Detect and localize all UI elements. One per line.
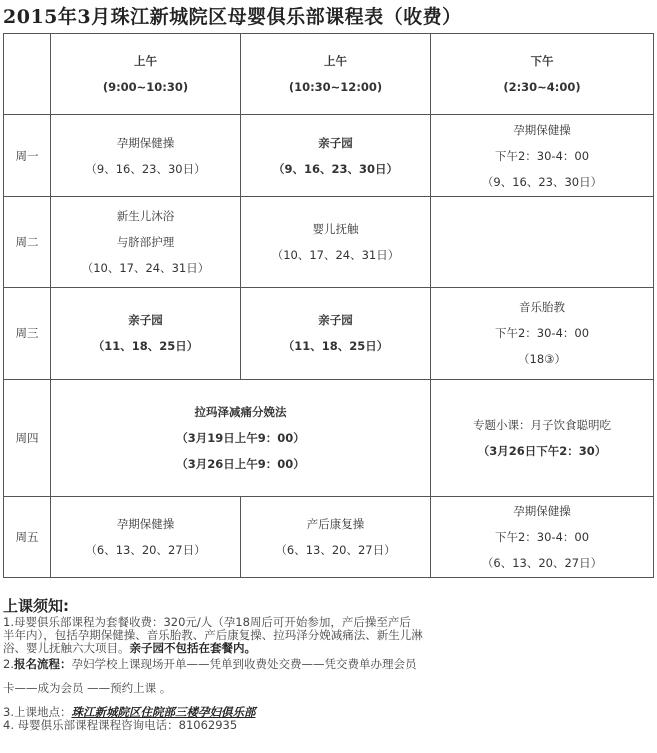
corner-cell	[4, 34, 51, 115]
table-row-tuesday	[4, 196, 654, 288]
header-time: (10:30~12:00)	[288, 80, 383, 95]
course-time: 下午2：30-4：00	[494, 148, 590, 163]
course-name: 婴儿抚触	[312, 221, 359, 236]
course-cell	[241, 496, 431, 577]
course-cell	[241, 196, 431, 288]
table-row-friday	[4, 496, 654, 577]
course-cell	[51, 288, 241, 380]
header-label: 上午	[324, 54, 347, 69]
note-3-label: 3.上课地点：	[3, 705, 72, 719]
header-time: (2:30~4:00)	[503, 80, 581, 95]
course-name: 音乐胎教	[519, 300, 565, 315]
header-time: (9:00~10:30)	[102, 80, 189, 95]
note-1-line-2: 半年内），包括孕期保健操、音乐胎教、产后康复操、拉玛泽分娩减痛法、新生儿淋	[3, 628, 423, 642]
note-2-number: 2.	[3, 657, 14, 671]
course-dates: （6、13、20、27日）	[481, 555, 603, 570]
course-time: 下午2：30-4：00	[494, 529, 590, 544]
course-dates: （11、18、25日）	[92, 339, 199, 354]
course-name: 拉玛泽减痛分娩法	[194, 404, 287, 419]
course-name: 产后康复操	[306, 516, 365, 531]
course-dates: （9、16、23、30日）	[481, 174, 603, 189]
note-2-text: 孕妇学校上课现场开单——凭单到收费处交费——凭交费单办理会员	[71, 657, 417, 671]
course-name: 亲子园	[318, 313, 353, 328]
course-session: （3月26日下午2：30）	[477, 443, 607, 458]
header-cell-morning-1	[51, 34, 241, 115]
course-name: 亲子园	[128, 313, 163, 328]
course-cell	[51, 196, 241, 288]
notes-title: 上课须知:	[3, 597, 69, 615]
course-dates: （9、16、23、30日）	[85, 161, 206, 176]
day-label: 周三	[4, 288, 51, 380]
day-label: 周二	[4, 196, 51, 288]
course-cell	[51, 115, 241, 196]
course-dates: （18③）	[518, 352, 566, 367]
course-time: 下午2：30-4：00	[494, 326, 590, 341]
day-label: 周四	[4, 379, 51, 496]
course-dates: （10、17、24、31日）	[81, 260, 210, 275]
course-dates: （10、17、24、31日）	[271, 247, 400, 262]
course-cell-merged	[51, 379, 431, 496]
day-label: 周一	[4, 115, 51, 196]
day-label: 周五	[4, 496, 51, 577]
empty-cell	[431, 196, 654, 288]
note-1-line-3	[3, 642, 653, 655]
course-name: 孕期保健操	[513, 122, 571, 137]
note-1-emphasis: 亲子园不包括在套餐内。	[129, 641, 256, 655]
table-row-monday	[4, 115, 654, 196]
location-address: 珠江新城院区住院部三楼孕妇俱乐部	[71, 705, 256, 719]
course-dates: （6、13、20、27日）	[275, 542, 396, 557]
course-cell	[431, 379, 654, 496]
notes-section	[3, 596, 653, 732]
course-cell	[51, 496, 241, 577]
schedule-table	[3, 33, 654, 578]
note-1-text: 浴、婴儿抚触六大项目。	[3, 641, 130, 655]
course-name: 专题小课：月子饮食聪明吃	[473, 417, 611, 432]
course-name: 新生儿沐浴	[116, 208, 175, 223]
page-title: 2015年3月珠江新城院区母婴俱乐部课程表（收费）	[3, 6, 462, 28]
note-2-line-1	[3, 658, 653, 671]
course-cell	[431, 496, 654, 577]
table-row-thursday	[4, 379, 654, 496]
course-session: （3月19日上午9：00）	[176, 430, 305, 445]
header-cell-afternoon	[431, 34, 654, 115]
header-label: 下午	[530, 54, 554, 69]
header-cell-morning-2	[241, 34, 431, 115]
note-4-line: 4. 母婴俱乐部课程课程咨询电话：81062935	[3, 718, 238, 732]
course-name: 孕期保健操	[116, 135, 175, 150]
course-name: 孕期保健操	[116, 516, 175, 531]
course-cell	[241, 115, 431, 196]
course-cell	[431, 288, 654, 380]
course-cell	[431, 115, 654, 196]
course-dates: （9、16、23、30日）	[272, 161, 398, 176]
course-dates: （6、13、20、27日）	[85, 542, 206, 557]
course-name: 孕期保健操	[513, 503, 571, 518]
course-name-line2: 与脐部护理	[116, 234, 175, 249]
note-2-label: 报名流程：	[13, 657, 72, 671]
table-header-row	[4, 34, 654, 115]
course-session: （3月26日上午9：00）	[176, 456, 305, 471]
course-cell	[241, 288, 431, 380]
note-1-line-1: 1.母婴俱乐部课程为套餐收费：320元/人（孕18周后可开始参加，产后操至产后	[3, 615, 411, 629]
course-dates: （11、18、25日）	[282, 339, 389, 354]
table-row-wednesday	[4, 288, 654, 380]
note-2-line-2: 卡——成为会员 ——预约上课 。	[3, 681, 172, 695]
course-name: 亲子园	[318, 135, 353, 150]
header-label: 上午	[134, 54, 157, 69]
